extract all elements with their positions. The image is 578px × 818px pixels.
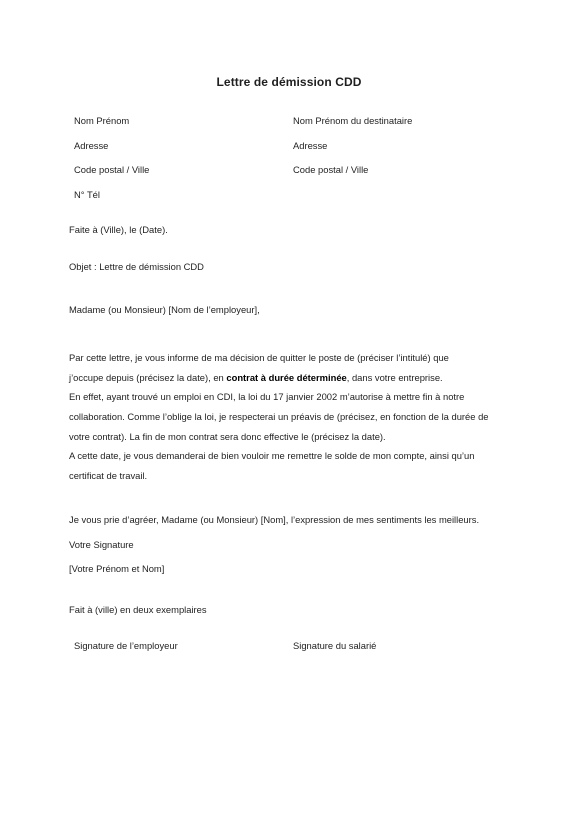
document-title: Lettre de démission CDD <box>216 75 362 89</box>
sender-name: Nom Prénom <box>74 115 130 126</box>
employee-signature-label: Signature du salarié <box>293 640 377 651</box>
contract-type-emphasis: contrat à durée déterminée <box>226 372 347 383</box>
closing-formula: Je vous prie d’agréer, Madame (ou Monsieur) [Nom], l’expression de mes sentiments les meilleurs. <box>69 514 480 525</box>
body-line-2 <box>69 372 443 384</box>
signature-label: Votre Signature <box>69 539 134 550</box>
body-line-7: certificat de travail. <box>69 470 148 481</box>
recipient-city: Code postal / Ville <box>293 164 369 175</box>
salutation: Madame (ou Monsieur) [Nom de l’employeur], <box>69 304 260 315</box>
body-line-1: Par cette lettre, je vous informe de ma décision de quitter le poste de (préciser l’intitulé) que <box>69 352 449 363</box>
recipient-name: Nom Prénom du destinataire <box>293 115 413 126</box>
sender-phone: N° Tél <box>74 189 100 200</box>
employer-signature-label: Signature de l’employeur <box>74 640 178 651</box>
body-line-3: En effet, ayant trouvé un emploi en CDI, la loi du 17 janvier 2002 m’autorise à mettre fin à notre <box>69 391 465 402</box>
subject-line: Objet : Lettre de démission CDD <box>69 261 204 272</box>
body-line-5: votre contrat). La fin de mon contrat sera donc effective le (précisez la date). <box>69 431 386 442</box>
recipient-address: Adresse <box>293 140 328 151</box>
body-line-2-end: , dans votre entreprise. <box>346 372 443 383</box>
body-line-4: collaboration. Comme l’oblige la loi, je respecterai un préavis de (précisez, en fonction de la durée de <box>69 411 489 422</box>
body-line-2-start: j’occupe depuis (précisez la date), en <box>69 372 227 383</box>
signature-name: [Votre Prénom et Nom] <box>69 563 165 574</box>
place-date: Faite à (Ville), le (Date). <box>69 224 168 235</box>
copies-note: Fait à (ville) en deux exemplaires <box>69 604 207 615</box>
body-line-6: A cette date, je vous demanderai de bien vouloir me remettre le solde de mon compte, ainsi qu’un <box>69 450 475 461</box>
sender-city: Code postal / Ville <box>74 164 150 175</box>
sender-address: Adresse <box>74 140 109 151</box>
